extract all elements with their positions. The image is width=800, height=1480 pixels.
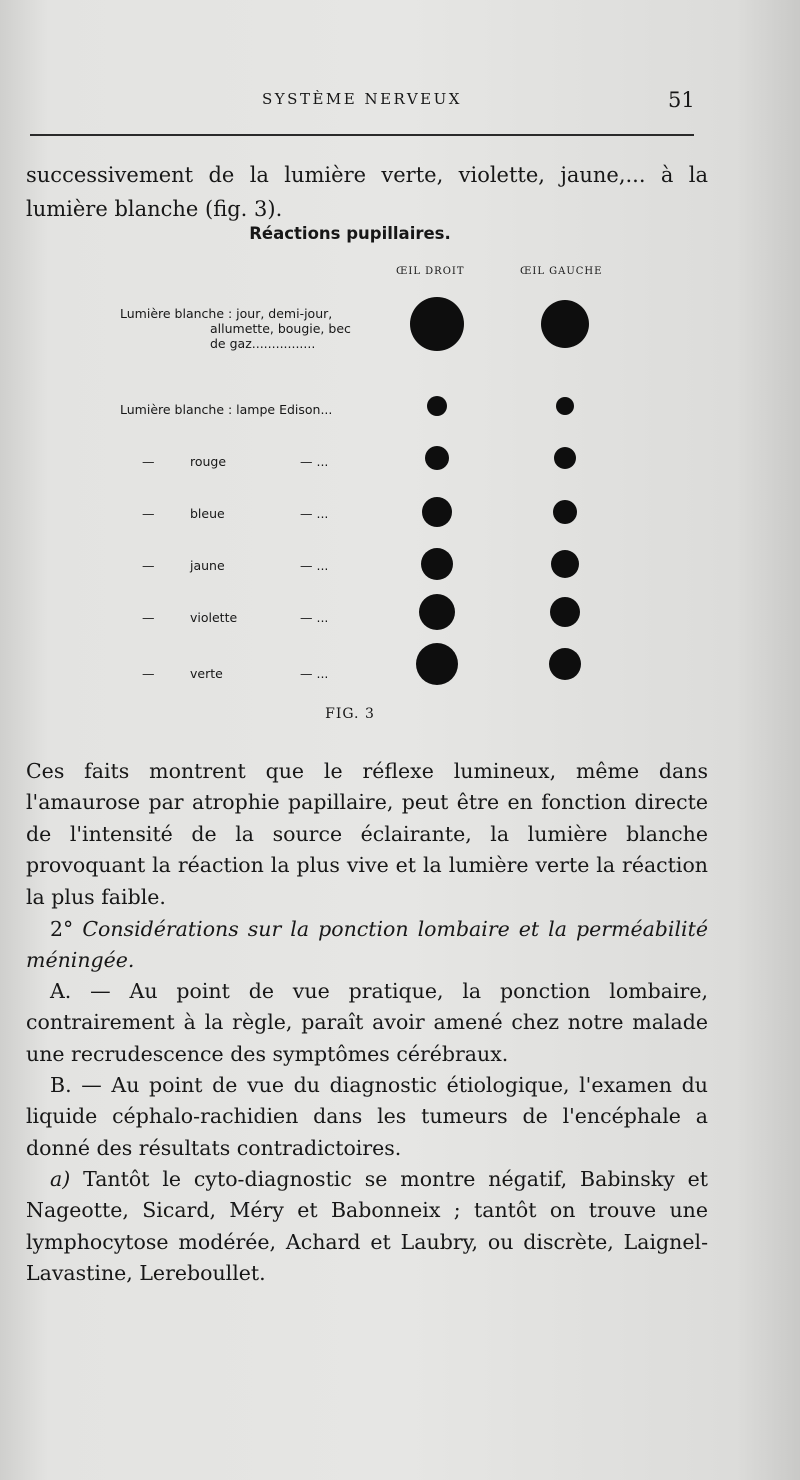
section-heading-text: Considérations sur la ponction lombaire et la perméabilité méningée. [26,917,708,973]
color-name: verte [190,666,223,681]
row-label-yellow [120,558,328,573]
ditto-dash: — [142,558,155,573]
paragraph-conclusion: Ces faits montrent que le réflexe lumineux, même dans l'amaurose par atrophie papillaire, peut être en fonction directe de l'intensité de la source éclairante, la lumière blanche provoquant la réaction la plus vive et la lumière verte la réaction la plus faible. [26,759,708,909]
pupil-dot-right [541,300,589,348]
pupil-dot-left [410,297,464,351]
pupil-dot-left [422,497,452,527]
ditto-dash: — [142,454,155,469]
running-title: SYSTÈME NERVEUX [262,90,462,108]
color-name: rouge [190,454,227,469]
pupil-dot-right [549,648,581,680]
section-heading-2 [26,914,708,977]
row-label-line: de gaz................ [210,336,316,351]
row-label-blue [120,506,328,521]
row-label-line: allumette, bougie, bec [210,321,351,336]
pupil-dot-right [556,397,574,415]
list-marker: a) [50,1167,71,1191]
color-name: bleue [190,506,225,521]
header-rule [30,134,694,136]
pupil-dot-right [550,597,580,627]
ditto-dash: — [142,610,155,625]
pupil-dot-right [551,550,579,578]
figure-title: Réactions pupillaires. [249,224,451,243]
row-label-red [120,454,328,469]
column-header-right-eye: ŒIL GAUCHE [520,266,603,277]
row-label-white-edison: Lumière blanche : lampe Edison... [120,402,333,417]
page-number: 51 [668,88,695,112]
pupil-dot-right [554,447,576,469]
paragraph-a-sub-text: Tantôt le cyto-diagnostic se montre négatif, Babinsky et Nageotte, Sicard, Méry et Babonneix ; tantôt on trouve une lymphocytose modérée, Achard et Laubry, ou discrète, Laignel-Lavastine, Lereboullet. [26,1167,708,1286]
section-number: 2° [50,917,74,941]
ditto-dash: — [142,506,155,521]
pupil-dot-left [427,396,447,416]
color-name: jaune [190,558,225,573]
pupil-dot-left [419,594,455,630]
figure-caption: FIG. 3 [325,706,375,722]
ditto-tail: — ... [300,558,329,573]
intro-paragraph: successivement de la lumière verte, violette, jaune,... à la lumière blanche (fig. 3). [26,163,708,221]
pupil-dot-right [553,500,577,524]
row-label-line: Lumière blanche : jour, demi-jour, [120,306,333,321]
pupil-dot-left [416,643,458,685]
row-label-green [120,666,328,681]
ditto-dash: — [142,666,155,681]
ditto-tail: — ... [300,454,329,469]
paragraph-b: B. — Au point de vue du diagnostic étiologique, l'examen du liquide céphalo-rachidien dans les tumeurs de l'encéphale a donné des résultats contradictoires. [26,1073,708,1160]
ditto-tail: — ... [300,506,329,521]
color-name: violette [190,610,238,625]
paragraph-a-sub [26,1164,708,1290]
row-label-white-daylight [120,306,351,351]
ditto-tail: — ... [300,610,329,625]
paragraph-a: A. — Au point de vue pratique, la ponction lombaire, contrairement à la règle, paraît avoir amené chez notre malade une recrudescence des symptômes cérébraux. [26,979,708,1066]
running-header [0,88,800,118]
ditto-tail: — ... [300,666,329,681]
column-header-left-eye: ŒIL DROIT [396,266,465,277]
pupil-dot-left [421,548,453,580]
pupil-dot-left [425,446,449,470]
row-label-violet [120,610,328,625]
